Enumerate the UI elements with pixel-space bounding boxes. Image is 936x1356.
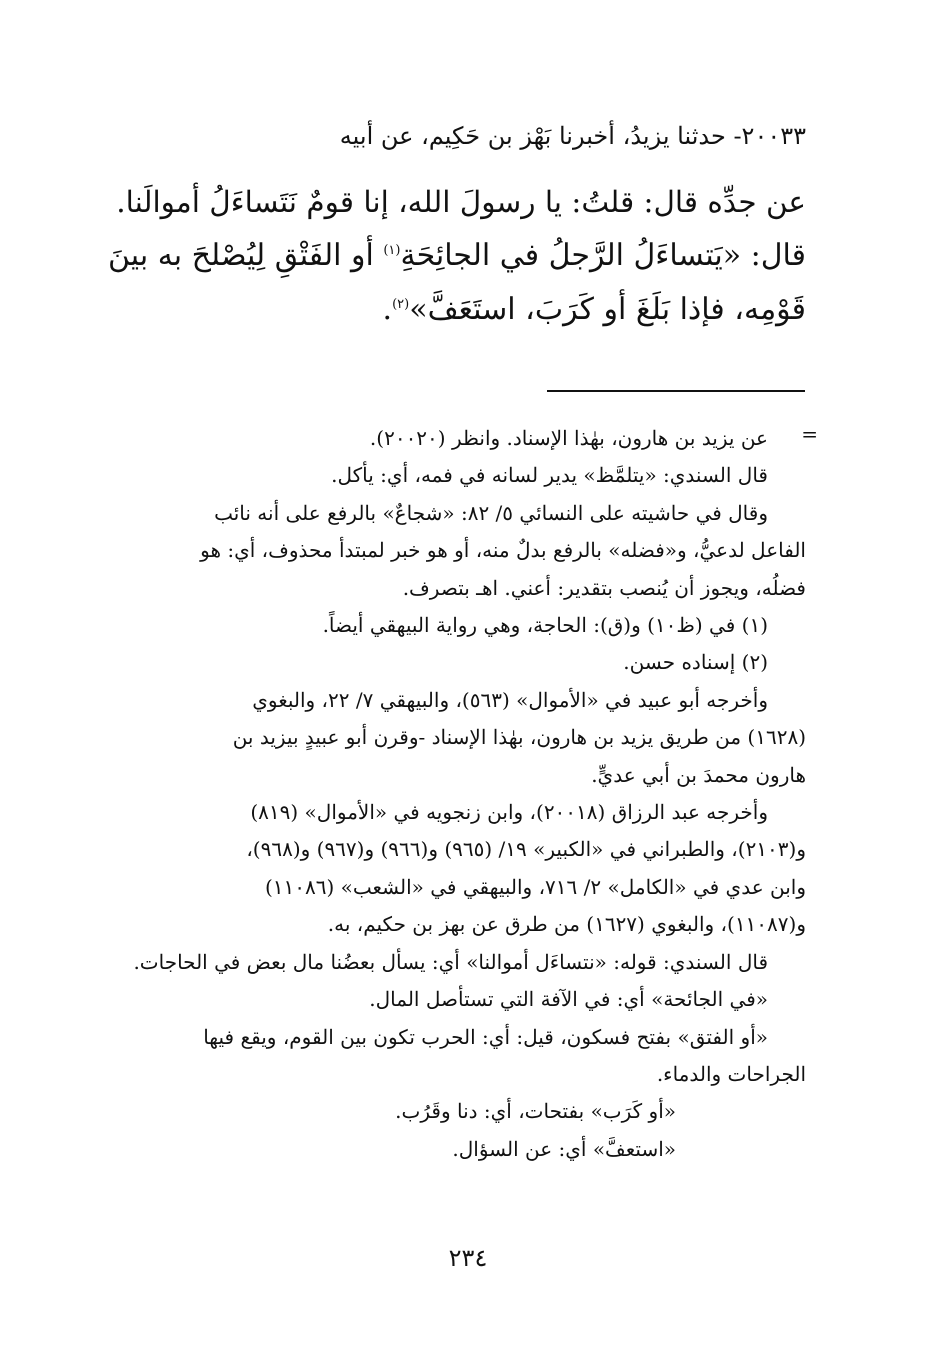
- footnote-line: الفاعل لدعيُّ، و«فضله» بالرفع بدلٌ منه، أو هو خبر لمبتدأ محذوف، أي: هو: [200, 538, 806, 563]
- hadith-heading-text: ٢٠٠٣٣- حدثنا يزيدُ، أخبرنا بَهْز بن حَكِيم، عن أبيه: [339, 122, 806, 150]
- page-number: ٢٣٤: [448, 1244, 488, 1272]
- hadith-line-text: عن جدِّه قال: قلتُ: يا رسولَ الله، إنا قومٌ نَتَساءَلُ أموالَنا.: [116, 185, 806, 219]
- footnote-line: (١) في (ظ١٠) و(ق): الحاجة، وهي رواية البيهقي أيضاً.: [322, 613, 768, 638]
- footnote-line: قال السندي: «يتلمَّظ» يدير لسانه في فمه، أي: يأكل.: [331, 463, 768, 488]
- continuation-mark: =: [801, 422, 818, 446]
- hadith-line-text: .: [382, 292, 393, 327]
- footnotes-block: [106, 420, 806, 1168]
- hadith-heading: [106, 118, 806, 154]
- footnote-line: قال السندي: قوله: «نتساءَل أموالنا» أي: يسأل بعضُنا مال بعض في الحاجات.: [133, 949, 768, 974]
- footnote-line: «في الجائحة» أي: في الآفة التي تستأصل المال.: [369, 987, 768, 1012]
- footnote-line: وأخرجه أبو عبيد في «الأموال» (٥٦٣)، والبيهقي ٧/ ٢٢، والبغوي: [252, 687, 768, 712]
- hadith-line-text: أو الفَتْقِ لِيُصْلحَ به بينَ: [107, 238, 384, 273]
- footnote-line: «استعفَّ» أي: عن السؤال.: [452, 1136, 676, 1161]
- footnote-line: هارون محمدَ بن أبي عديٍّ.: [591, 762, 806, 787]
- footnote-marker: (٢): [392, 297, 410, 312]
- footnote-divider: [547, 390, 805, 392]
- hadith-text: [106, 175, 806, 337]
- footnote-line: الجراحات والدماء.: [656, 1061, 806, 1086]
- footnote-line: وابن عدي في «الكامل» ٢/ ٧١٦، والبيهقي في «الشعب» (١١٠٨٦): [264, 874, 806, 899]
- footnote-marker: (١): [383, 243, 401, 258]
- hadith-line-text: قَوْمِه، فإذا بَلَغَ أو كَرَبَ، استَعَفَّ»: [409, 292, 806, 327]
- footnote-line: (١٦٢٨) من طريق يزيد بن هارون، بهٰذا الإسناد -وقرن أبو عبيدٍ بيزيد بن: [232, 725, 806, 750]
- footnote-line: و(١١٠٨٧)، والبغوي (١٦٢٧) من طرق عن بهز بن حكيم، به.: [327, 912, 806, 937]
- footnote-line: «أو الفتق» بفتح فسكون، قيل: أي: الحرب تكون بين القوم، ويقع فيها: [203, 1024, 768, 1049]
- hadith-line: [106, 229, 806, 283]
- hadith-line-text: قال: «يَتساءَلُ الرَّجلُ في الجائِحَةِ: [400, 238, 806, 273]
- footnote-line: وقال في حاشيته على النسائي ٥/ ٨٢: «شجاعٌ» بالرفع على أنه نائب: [214, 500, 768, 525]
- footnote-line: عن يزيد بن هارون، بهٰذا الإسناد. وانظر (٢٠٠٢٠).: [369, 426, 768, 450]
- footnote-line: «أو كَرَب» بفتحات، أي: دنا وقَرُب.: [395, 1099, 676, 1124]
- hadith-line: [106, 175, 806, 229]
- hadith-line: [106, 283, 806, 337]
- footnote-line: و(٢١٠٣)، والطبراني في «الكبير» ١٩/ (٩٦٥) و(٩٦٦) و(٩٦٧) و(٩٦٨)،: [246, 837, 806, 862]
- footnote-line: فضلُه، ويجوز أن يُنصب بتقدير: أعني. اهـ بتصرف.: [402, 575, 806, 600]
- footnote-line: (٢) إسناده حسن.: [623, 650, 768, 675]
- footnote-line: وأخرجه عبد الرزاق (٢٠٠١٨)، وابن زنجويه في «الأموال» (٨١٩): [250, 800, 768, 825]
